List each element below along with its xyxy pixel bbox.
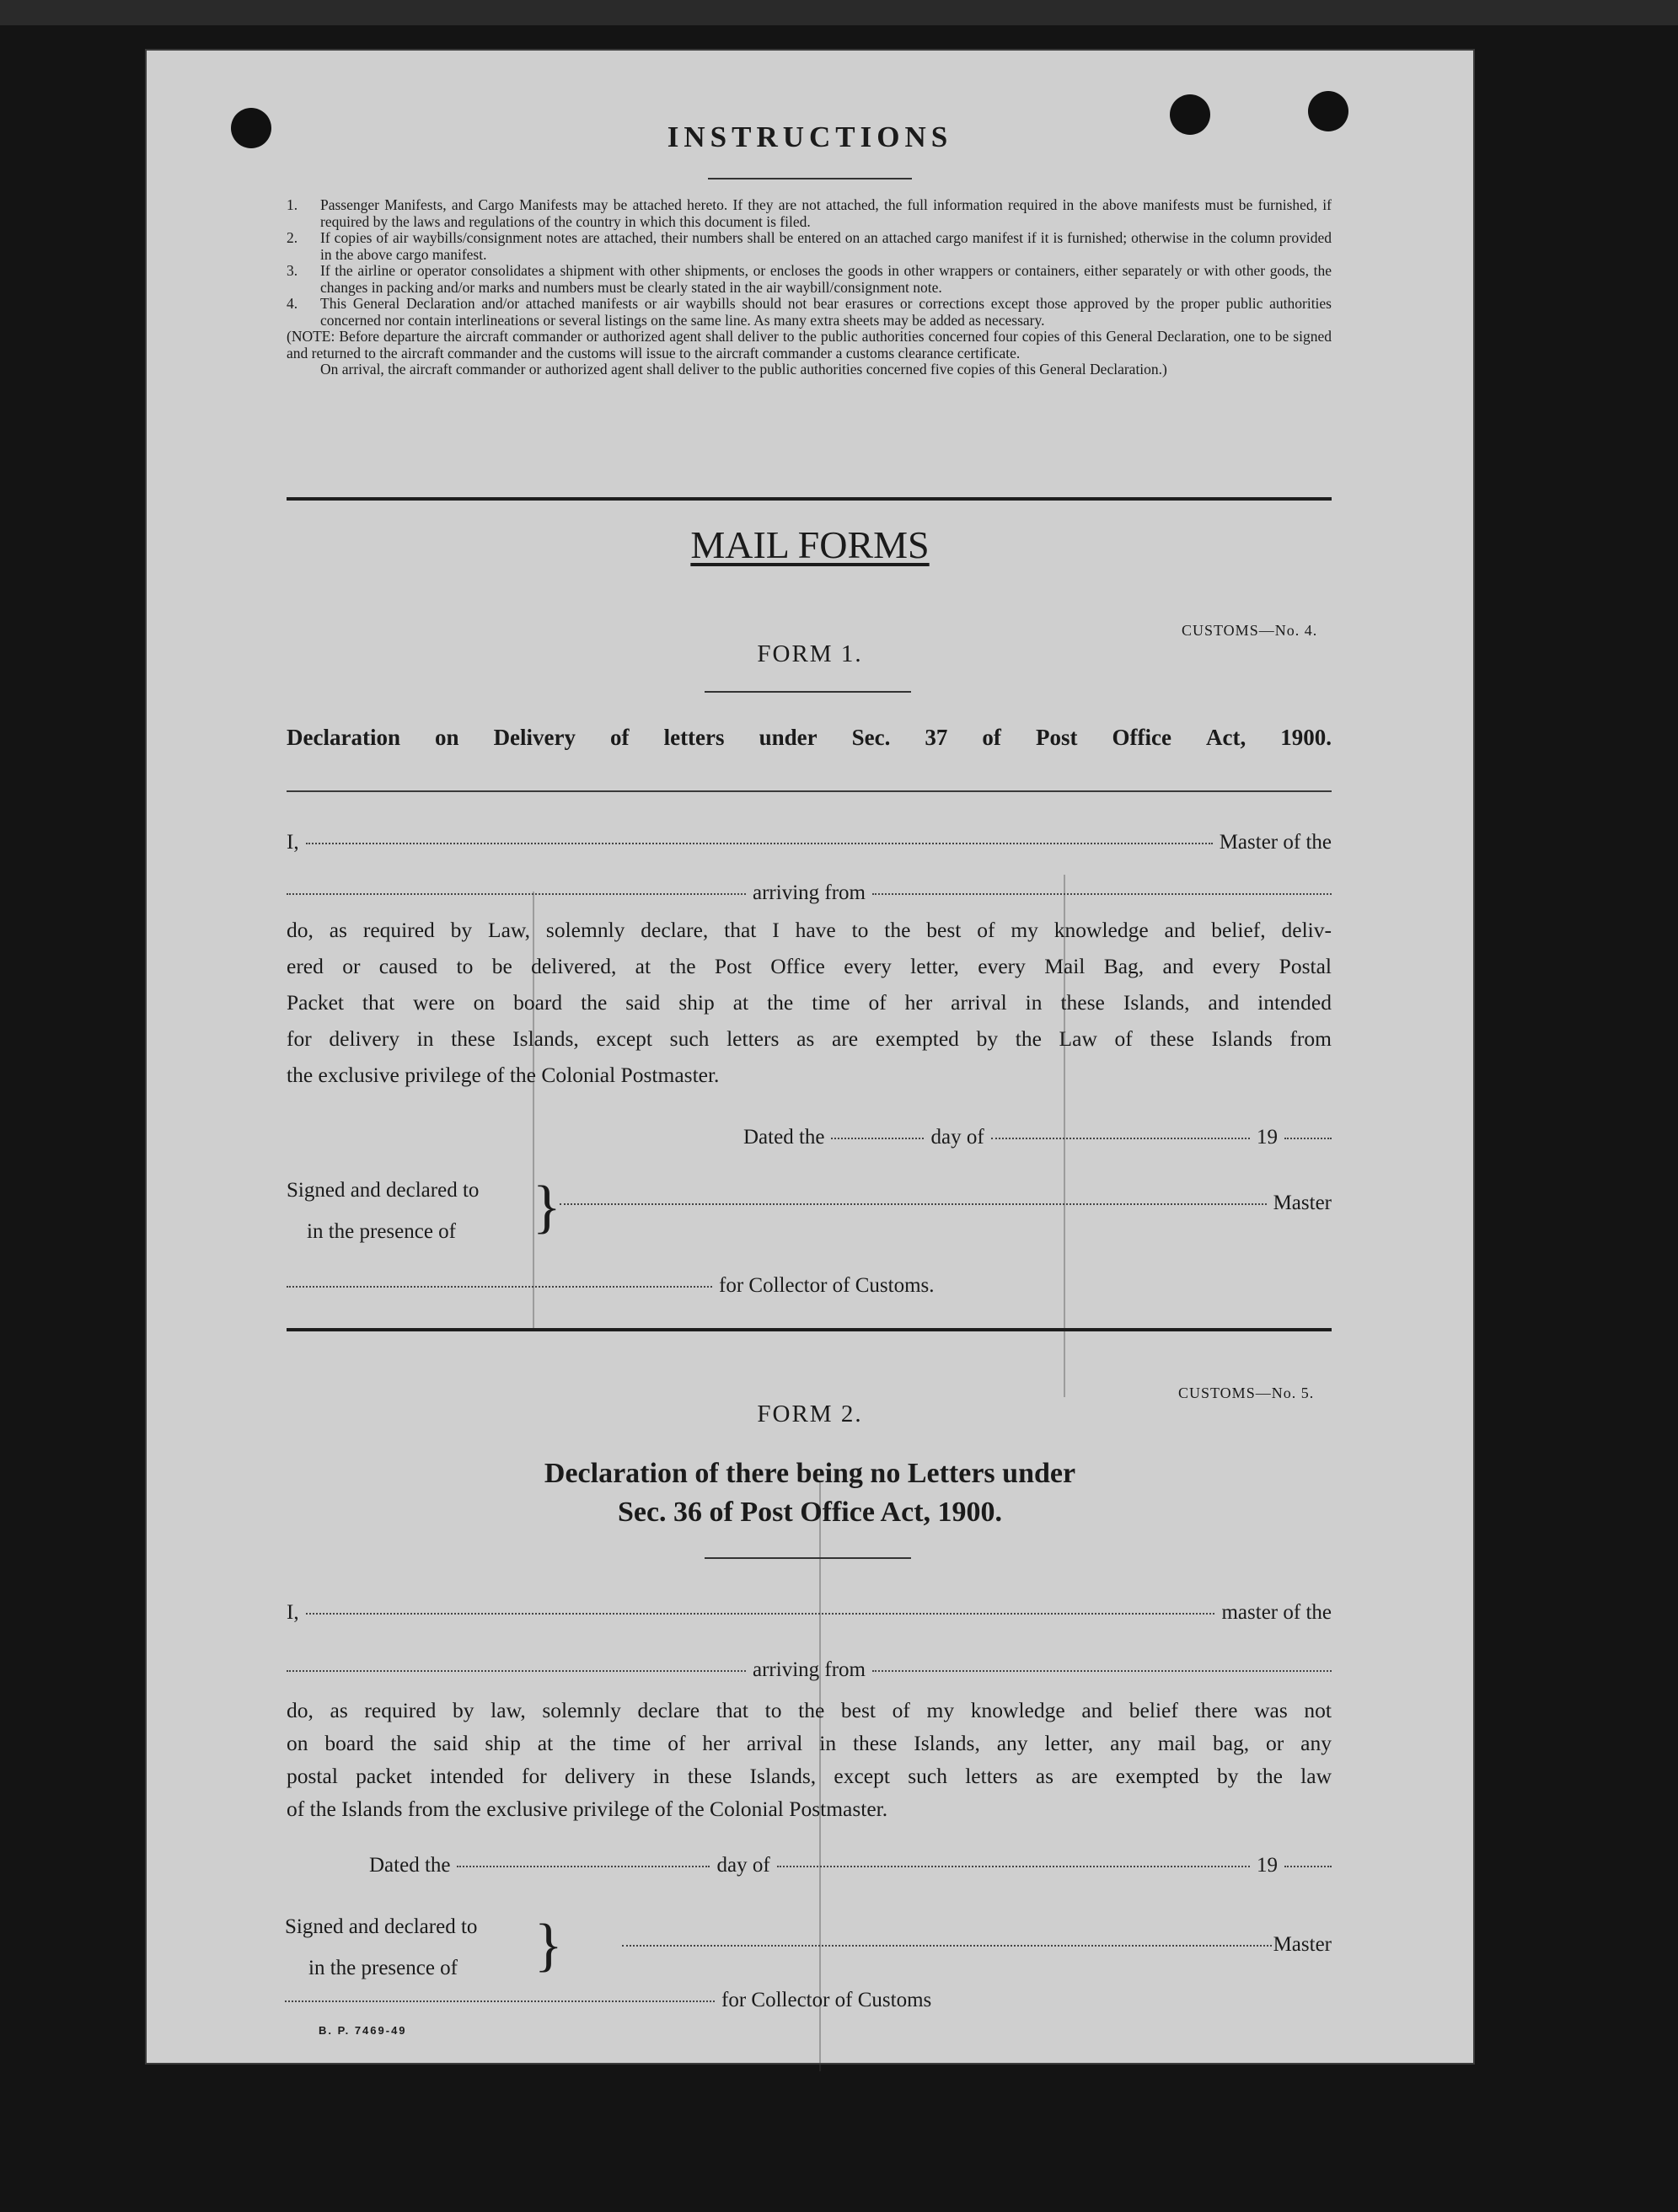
collector-signature-blank[interactable] xyxy=(287,1285,712,1288)
brace-icon: } xyxy=(533,1175,561,1240)
label-master-of-the: Master of the xyxy=(1219,831,1332,854)
label-collector: for Collector of Customs xyxy=(721,1989,932,2011)
form1-master-sign-line xyxy=(560,1192,1332,1215)
date-month-blank[interactable] xyxy=(777,1865,1250,1867)
instruction-text: This General Declaration and/or attached manifests or air waybills should not bear erasures or corrections except those approved by the proper public authorities concerned nor contain interlineations or several listings on the same line. As many extra sheets may be added as necessary. xyxy=(320,295,1332,329)
form2-declaration-heading xyxy=(145,1454,1475,1532)
form2-body-line xyxy=(287,1694,1332,1727)
form2-heading-underline xyxy=(705,1557,911,1559)
heading-word: Sec. xyxy=(851,725,891,750)
heading-word: under xyxy=(759,725,818,750)
form2-body-line xyxy=(287,1727,1332,1759)
heading-word: 37 xyxy=(925,725,948,750)
instruction-item xyxy=(287,230,1332,263)
master-name-blank[interactable] xyxy=(306,842,1213,844)
title-underline xyxy=(708,178,912,179)
date-year-blank[interactable] xyxy=(1284,1137,1332,1139)
heading-word: Declaration xyxy=(287,725,400,750)
document-page xyxy=(145,49,1475,2065)
instruction-text: If copies of air waybills/consignment notes are attached, their numbers shall be entered on an attached cargo manifest if it is furnished; otherwise in the column provided in the above cargo manifest. xyxy=(320,229,1332,263)
form2-collector-line xyxy=(285,1989,993,2012)
form2-body-last-line: of the Islands from the exclusive privilege of the Colonial Postmaster. xyxy=(287,1797,888,1821)
heading-word: Act, xyxy=(1205,725,1246,750)
label-master: Master xyxy=(1273,1933,1332,1956)
date-day-blank[interactable] xyxy=(831,1137,924,1139)
body-line-text: on board the said ship at the time of her arrival in these Islands, any letter, any mail bag, or any xyxy=(287,1731,1332,1755)
body-line-text: for delivery in these Islands, except such letters as are exempted by the Law of these Islands from xyxy=(287,1026,1332,1051)
instructions-list xyxy=(287,197,1332,378)
label-year-19: 19 xyxy=(1257,1126,1278,1149)
signed-declared-text: Signed and declared to xyxy=(285,1915,478,1938)
mail-forms-title-text: MAIL FORMS xyxy=(690,523,930,566)
mail-forms-title xyxy=(145,522,1475,567)
form1-body-line xyxy=(287,984,1332,1020)
master-name-blank[interactable] xyxy=(306,1612,1215,1615)
heading-word: of xyxy=(610,725,630,750)
form1-arriving-line xyxy=(287,881,1332,905)
label-i: I, xyxy=(287,1601,299,1624)
heading-word: Post xyxy=(1035,725,1078,750)
form2-body-line xyxy=(287,1759,1332,1792)
instruction-item xyxy=(287,197,1332,230)
date-month-blank[interactable] xyxy=(991,1137,1250,1139)
brace-icon: } xyxy=(534,1913,563,1978)
form1-body-last-line: the exclusive privilege of the Colonial Postmaster. xyxy=(287,1063,720,1087)
instruction-number: 1. xyxy=(287,196,298,213)
form2-name-line xyxy=(287,1601,1332,1625)
instruction-item xyxy=(287,296,1332,329)
body-line-text: postal packet intended for delivery in these Islands, except such letters as are exempted by the law xyxy=(287,1764,1332,1788)
body-line-text: ered or caused to be delivered, at the Post Office every letter, every Mail Bag, and every Postal xyxy=(287,954,1332,978)
instruction-number: 2. xyxy=(287,229,298,246)
form2-heading-line1: Declaration of there being no Letters under xyxy=(544,1458,1076,1489)
origin-blank[interactable] xyxy=(872,1669,1332,1672)
form1-body-line xyxy=(287,948,1332,984)
form2-signed-label xyxy=(285,1906,477,1989)
label-year-19: 19 xyxy=(1257,1854,1278,1877)
heading-word: Delivery xyxy=(493,725,576,750)
presence-of-text: in the presence of xyxy=(307,1220,457,1243)
label-master: Master xyxy=(1273,1192,1332,1214)
form1-body-line xyxy=(287,1020,1332,1057)
body-line-text: do, as required by law, solemnly declare that to the best of my knowledge and belief there was not xyxy=(287,1698,1332,1722)
label-dated-the: Dated the xyxy=(743,1126,825,1149)
form2-dated-line xyxy=(369,1854,1332,1877)
form-divider xyxy=(287,1328,1332,1331)
ship-name-blank[interactable] xyxy=(287,1669,746,1672)
form2-master-sign-line xyxy=(622,1933,1332,1957)
scan-border xyxy=(0,0,1678,25)
label-day-of: day of xyxy=(930,1126,984,1149)
signed-declared-text: Signed and declared to xyxy=(287,1179,480,1202)
form2-body xyxy=(287,1694,1332,1825)
instruction-note-arrival: On arrival, the aircraft commander or authorized agent shall deliver to the public authorities concerned five copies of this General Declaration.) xyxy=(320,361,1167,378)
master-signature-blank[interactable] xyxy=(560,1202,1267,1205)
master-signature-blank[interactable] xyxy=(622,1944,1272,1947)
label-arriving-from: arriving from xyxy=(753,1658,866,1681)
form1-title: FORM 1. xyxy=(757,640,863,667)
instruction-text: Passenger Manifests, and Cargo Manifests may be attached hereto. If they are not attached, the full information required in the above manifests must be furnished, if required by the laws and regulations of the country in which this document is filed. xyxy=(320,196,1332,230)
section-divider xyxy=(287,497,1332,501)
label-master-of-the: master of the xyxy=(1221,1601,1332,1624)
form1-collector-line xyxy=(287,1274,994,1298)
date-day-blank[interactable] xyxy=(457,1865,710,1867)
heading-word: Office xyxy=(1112,725,1171,750)
instruction-item xyxy=(287,263,1332,296)
heading-word: of xyxy=(982,725,1001,750)
label-arriving-from: arriving from xyxy=(753,881,866,904)
instruction-number: 3. xyxy=(287,262,298,279)
form1-customs-number: CUSTOMS—No. 4. xyxy=(1182,622,1318,639)
form2-title: FORM 2. xyxy=(757,1401,863,1427)
form1-dated-line xyxy=(743,1126,1332,1149)
form1-body-line xyxy=(287,912,1332,948)
print-code: B. P. 7469-49 xyxy=(319,2024,407,2037)
label-day-of: day of xyxy=(716,1854,770,1877)
form1-heading-rule xyxy=(287,790,1332,792)
heading-word: letters xyxy=(663,725,725,750)
form1-name-line xyxy=(287,831,1332,854)
heading-word: 1900. xyxy=(1280,725,1332,750)
form1-signed-label xyxy=(287,1170,479,1252)
form1-declaration-heading xyxy=(287,725,1332,751)
origin-blank[interactable] xyxy=(872,892,1332,895)
label-i: I, xyxy=(287,831,299,854)
form2-customs-number: CUSTOMS—No. 5. xyxy=(1178,1385,1315,1401)
instruction-note: (NOTE: Before departure the aircraft commander or authorized agent shall deliver to the public authorities concerned four copies of this General Declaration, one to be signed and returned to the aircraft commander and the customs will issue to the aircraft commander a customs clearance certificate. xyxy=(287,328,1332,362)
collector-signature-blank[interactable] xyxy=(285,2000,715,2002)
body-line-text: Packet that were on board the said ship at the time of her arrival in these Islands, and intended xyxy=(287,990,1332,1015)
form2-heading-line2: Sec. 36 of Post Office Act, 1900. xyxy=(617,1497,1003,1528)
heading-word: on xyxy=(435,725,459,750)
instructions-title: INSTRUCTIONS xyxy=(667,121,953,153)
instruction-text: If the airline or operator consolidates a shipment with other shipments, or encloses the goods in other wrappers or containers, either separately or with other goods, the changes in packing and/or marks and numbers must be clearly stated in the air waybill/consignment note. xyxy=(320,262,1332,296)
instruction-number: 4. xyxy=(287,295,298,312)
ship-name-blank[interactable] xyxy=(287,892,746,895)
presence-of-text: in the presence of xyxy=(308,1957,458,1979)
label-dated-the: Dated the xyxy=(369,1854,451,1877)
body-line-text: do, as required by Law, solemnly declare, that I have to the best of my knowledge and belief, deliv- xyxy=(287,918,1332,942)
label-collector: for Collector of Customs. xyxy=(719,1274,935,1297)
date-year-blank[interactable] xyxy=(1284,1865,1332,1867)
form1-body xyxy=(287,912,1332,1093)
form1-title-underline xyxy=(705,691,911,693)
form2-arriving-line xyxy=(287,1658,1332,1682)
form1-declaration-line xyxy=(287,725,1332,751)
